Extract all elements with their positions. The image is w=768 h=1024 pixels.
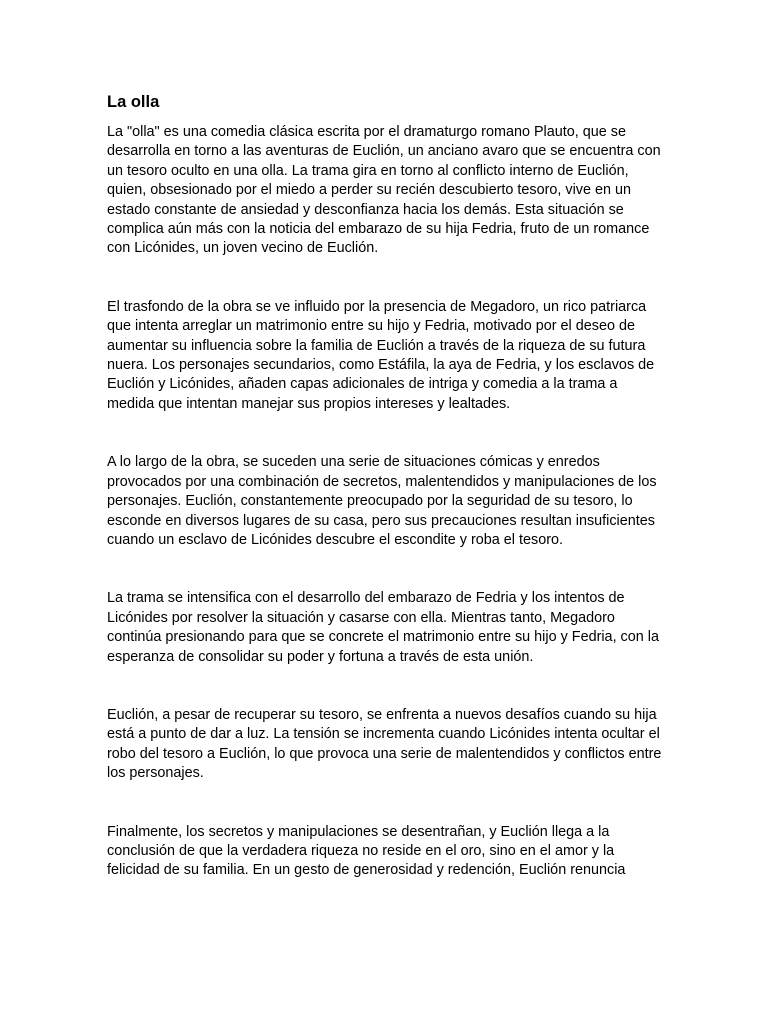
document-title: La olla [107,93,160,111]
paragraph-1: La "olla" es una comedia clásica escrita por el dramaturgo romano Plauto, que se desarrolla en torno a las aventuras de Euclión, un anciano avaro que se encuentra con un tesoro oculto en una olla. La trama gira en torno al conflicto interno de Euclión, quien, obsesionado por el miedo a perder su recién descubierto tesoro, vive en un estado constante de ansiedad y desconfianza hacia los demás. Esta situación se complica aún más con la noticia del embarazo de su hija Fedria, fruto de un romance con Licónides, un joven vecino de Euclión. [107,124,661,257]
paragraph-2: El trasfondo de la obra se ve influido por la presencia de Megadoro, un rico patriarca que intenta arreglar un matrimonio entre su hijo y Fedria, motivado por el deseo de aumentar su influencia sobre la familia de Euclión a través de la riqueza de su futura nuera. Los personajes secundarios, como Estáfila, la aya de Fedria, y los esclavos de Euclión y Licónides, añaden capas adicionales de intriga y comedia a la trama a medida que intentan manejar sus propios intereses y lealtades. [107,298,655,412]
paragraph-5: Euclión, a pesar de recuperar su tesoro, se enfrenta a nuevos desafíos cuando su hija está a punto de dar a luz. La tensión se incrementa cuando Licónides intenta ocultar el robo del tesoro a Euclión, lo que provoca una serie de malentendidos y conflictos entre los personajes. [107,706,662,782]
document-page [107,92,667,920]
paragraph-3: A lo largo de la obra, se suceden una serie de situaciones cómicas y enredos provocados por una combinación de secretos, malentendidos y manipulaciones de los personajes. Euclión, constantemente preocupado por la seguridad de su tesoro, lo esconde en diversos lugares de su casa, pero sus precauciones resultan insuficientes cuando un esclavo de Licónides descubre el escondite y roba el tesoro. [107,454,657,548]
paragraph-4: La trama se intensifica con el desarrollo del embarazo de Fedria y los intentos de Licónides por resolver la situación y casarse con ella. Mientras tanto, Megadoro continúa presionando para que se concrete el matrimonio entre su hijo y Fedria, con la esperanza de consolidar su poder y fortuna a través de esta unión. [107,590,659,665]
paragraph-6: Finalmente, los secretos y manipulaciones se desentrañan, y Euclión llega a la conclusión de que la verdadera riqueza no reside en el oro, sino en el amor y la felicidad de su familia. En un gesto de generosidad y redención, Euclión renuncia [107,823,626,879]
